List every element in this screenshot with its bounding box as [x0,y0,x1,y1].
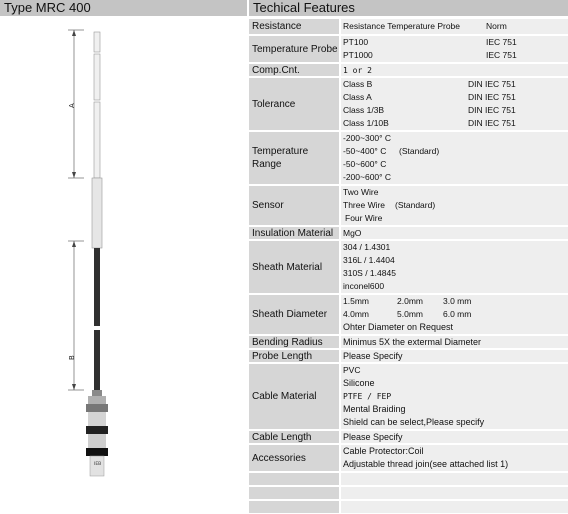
tolerance-norm: DIN IEC 751 [468,92,516,102]
row-cable-material [249,362,568,429]
probe-norm: IEC 751 [486,37,517,47]
row-bending-radius [249,334,568,348]
label-probe-length: Probe Length [249,350,339,362]
probe-length-value: Please Specify [343,351,403,361]
row-cable-length [249,429,568,443]
tolerance-class: Class 1/10B [343,118,389,128]
row-accessories [249,443,568,471]
row-temperature-probe [249,34,568,62]
empty-row [249,499,568,513]
label-temperature-probe: Temperature Probe [249,36,339,62]
sheath-tube [94,32,100,178]
dimension-a-label: A [68,103,76,108]
probe-type-pt100: PT100 [343,37,369,47]
probe-diagram [0,18,247,514]
row-resistance [249,17,568,34]
cable [94,248,100,390]
label-comp-cnt: Comp.Cnt. [249,64,339,76]
probe-type-pt1000: PT1000 [343,50,373,60]
label-tolerance: Tolerance [249,78,339,130]
cable-material-option: Shield can be select,Please specify [343,417,485,427]
diameter-option: 4.0mm [343,309,369,319]
label-temperature-range-line1: Temperature [252,146,309,157]
other-diameter-note: Ohter Diameter on Request [343,322,454,332]
label-insulation-material: Insulation Material [249,227,339,239]
row-tolerance [249,76,568,130]
label-sensor: Sensor [249,186,339,225]
label-cable-length: Cable Length [249,431,339,443]
temperature-range-value: -200~300° C [343,133,392,143]
label-sheath-diameter: Sheath Diameter [249,295,339,334]
row-comp-cnt [249,62,568,76]
diameter-option: 5.0mm [397,309,423,319]
probe-column-header: Resistance Temperature Probe [343,21,461,31]
temperature-range-value: -200~600° C [343,172,392,182]
diameter-option: 1.5mm [343,296,369,306]
tolerance-norm: DIN IEC 751 [468,118,516,128]
tolerance-class: Class B [343,79,373,89]
temperature-standard-note: (Standard) [399,146,440,156]
label-temperature-range-line2: Range [252,159,282,170]
accessory-item: Cable Protector:Coil [343,446,424,456]
transition-sleeve [92,178,102,248]
technical-features-header: Techical Features [249,0,568,16]
tolerance-class: Class 1/3B [343,105,385,115]
cable-material-option: Silicone [343,378,375,388]
row-sensor [249,184,568,225]
row-sheath-material [249,239,568,293]
sensor-wire-option: Two Wire [343,187,379,197]
row-temperature-range [249,130,568,184]
tolerance-norm: DIN IEC 751 [468,79,516,89]
cable-material-option: PTFE / FEP [343,392,392,401]
label-accessories: Accessories [249,445,339,471]
row-probe-length [249,348,568,362]
connector-mark: IEB [94,462,102,467]
cable-connector [86,390,108,476]
row-sheath-diameter [249,293,568,334]
comp-cnt-value: 1 or 2 [343,66,372,75]
temperature-range-value: -50~400° C [343,146,387,156]
label-bending-radius: Bending Radius [249,336,339,348]
label-sheath-material: Sheath Material [249,241,339,293]
norm-column-header: Norm [486,21,507,31]
diameter-option: 2.0mm [397,296,423,306]
cable-material-option: Mental Braiding [343,404,406,414]
row-insulation-material [249,225,568,239]
sheath-material-value: inconel600 [343,281,385,291]
cable-length-value: Please Specify [343,432,403,442]
label-cable-material: Cable Material [249,364,339,429]
tolerance-class: Class A [343,92,372,102]
temperature-range-value: -50~600° C [343,159,387,169]
sheath-material-value: 316L / 1.4404 [343,255,395,265]
empty-row [249,471,568,485]
probe-norm: IEC 751 [486,50,517,60]
insulation-value: MgO [343,228,362,238]
empty-row [249,485,568,499]
diameter-option: 3.0 mm [443,296,472,306]
sensor-wire-option: Three Wire [343,200,386,210]
sheath-material-value: 304 / 1.4301 [343,242,391,252]
dimension-b-label: B [68,355,76,360]
sensor-standard-note: (Standard) [395,200,436,210]
sensor-wire-option: Four Wire [345,213,383,223]
tolerance-norm: DIN IEC 751 [468,105,516,115]
product-type-header: Type MRC 400 [0,0,247,16]
dimension-a [68,30,84,178]
accessory-item: Adjustable thread join(see attached list 1) [343,459,509,469]
sheath-material-value: 310S / 1.4845 [343,268,396,278]
cable-material-option: PVC [343,365,361,375]
label-temperature-range [249,132,339,184]
diameter-option: 6.0 mm [443,309,472,319]
label-resistance: Resistance [249,19,339,34]
dimension-b [68,241,84,390]
bending-radius-value: Minimus 5X the extermal Diameter [343,337,482,347]
